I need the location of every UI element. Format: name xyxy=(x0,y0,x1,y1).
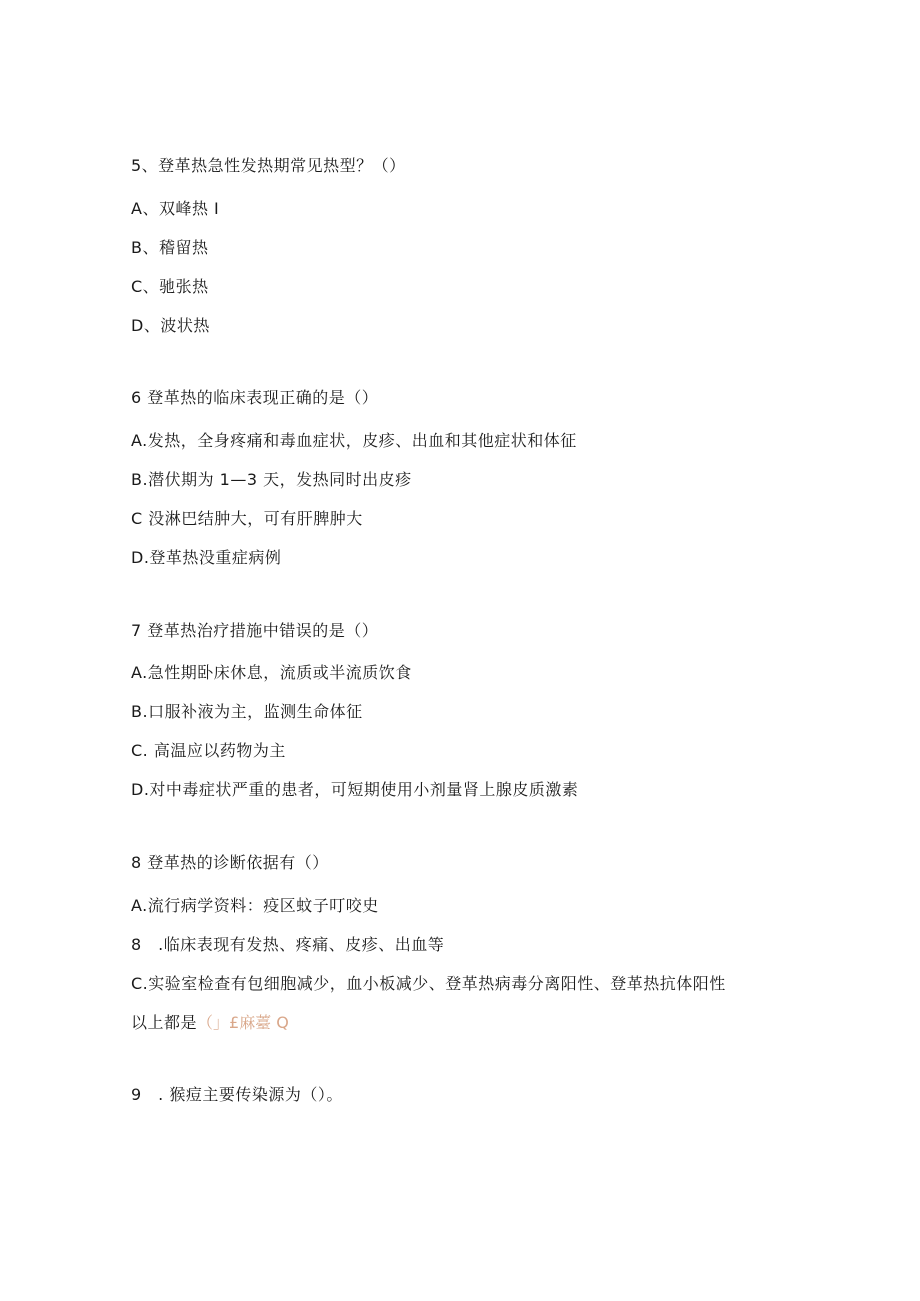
question-8-stem: 8 登革热的诊断依据有（） xyxy=(131,853,329,872)
question-5-stem: 5、登革热急性发热期常见热型？（） xyxy=(131,156,406,175)
question-6-stem: 6 登革热的临床表现正确的是（） xyxy=(131,388,379,407)
question-7-option-d: D.对中毒症状严重的患者，可短期使用小剂量肾上腺皮质激素 xyxy=(131,780,579,799)
question-5-option-c: C、驰张热 xyxy=(131,277,209,296)
question-6-option-a: A.发热，全身疼痛和毒血症状，皮疹、出血和其他症状和体征 xyxy=(131,431,577,450)
question-7-stem: 7 登革热治疗措施中错误的是（） xyxy=(131,621,379,640)
question-5-option-b: B、稽留热 xyxy=(131,238,209,257)
question-6-option-c: C 没淋巴结肿大，可有肝脾肿大 xyxy=(131,509,363,528)
question-7-option-a: A.急性期卧床休息，流质或半流质饮食 xyxy=(131,663,412,682)
question-8-option-d-text: 以上都是 xyxy=(131,1013,198,1032)
question-8-option-a: A.流行病学资料：疫区蚊子叮咬史 xyxy=(131,896,379,915)
question-8-option-d xyxy=(131,1012,289,1034)
question-5-option-d: D、波状热 xyxy=(131,316,210,335)
question-6-option-d: D.登革热没重症病例 xyxy=(131,548,282,567)
question-5-option-a: A、双峰热 I xyxy=(131,199,220,218)
question-7-option-b: B.口服补液为主，监测生命体征 xyxy=(131,702,363,721)
question-6-option-b: B.潜伏期为 1—3 天，发热同时出皮疹 xyxy=(131,470,412,489)
question-8-option-b: 8 .临床表现有发热、疼痛、皮疹、出血等 xyxy=(131,935,445,954)
question-9-stem: 9 . 猴痘主要传染源为（）。 xyxy=(131,1085,343,1104)
answer-stamp: （」£麻薹 Q xyxy=(197,1013,289,1032)
question-8-option-c: C.实验室检查有包细胞减少，血小板减少、登革热病毒分离阳性、登革热抗体阳性 xyxy=(131,974,726,993)
question-7-option-c: C. 高温应以药物为主 xyxy=(131,741,286,760)
